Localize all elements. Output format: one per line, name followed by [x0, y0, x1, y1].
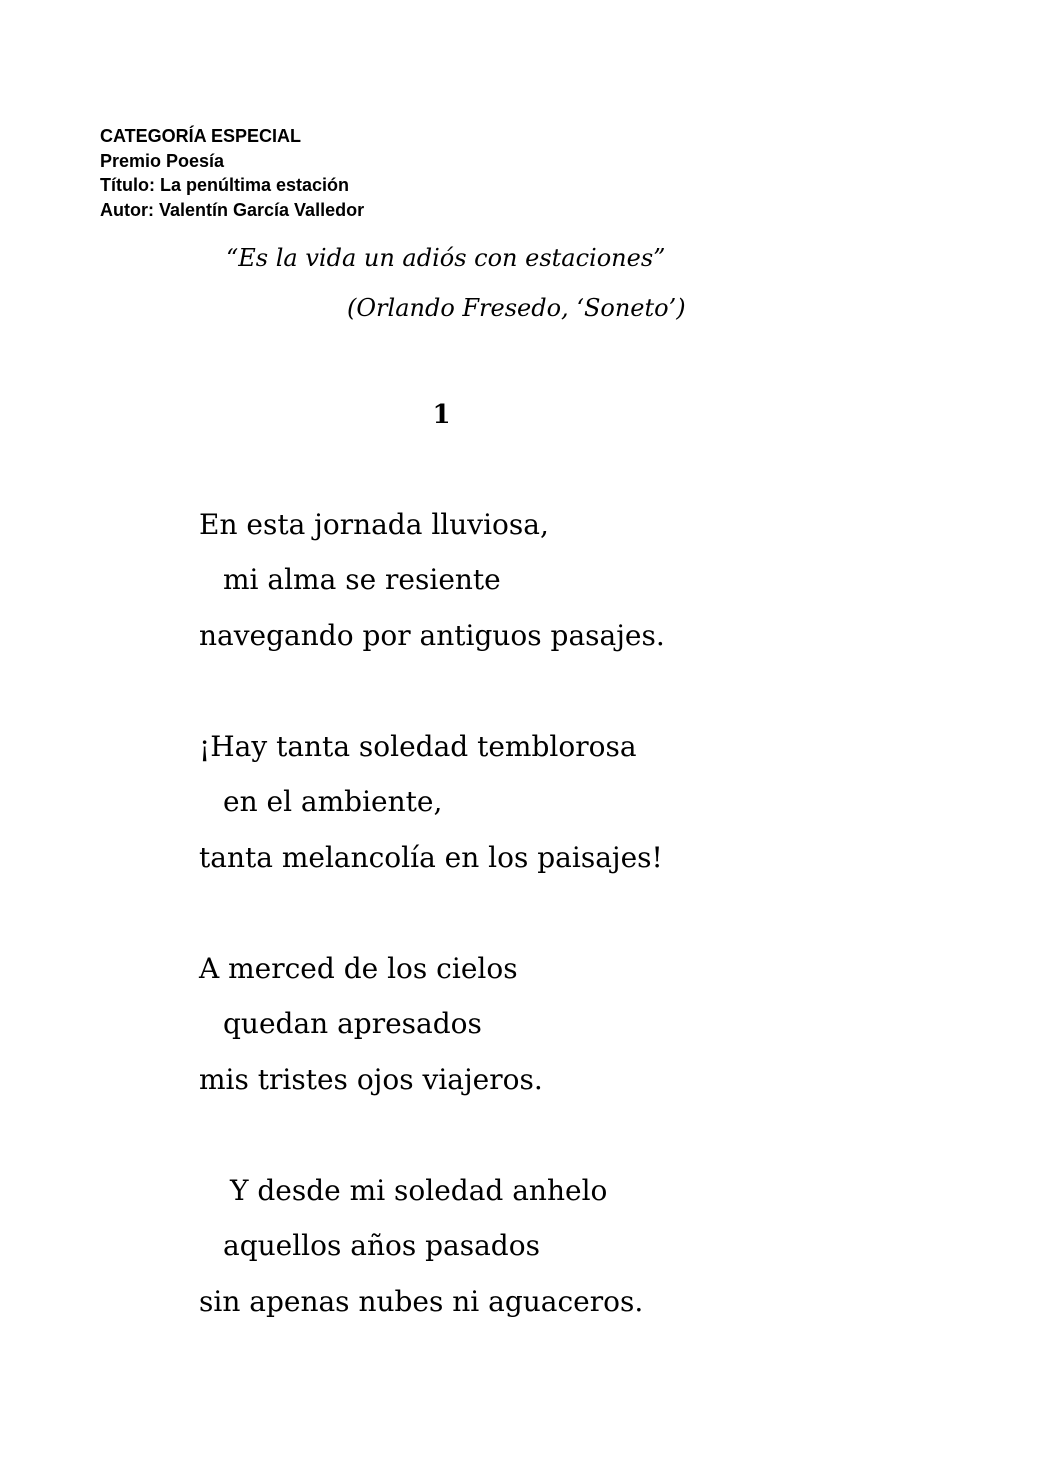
verse-line: A merced de los cielos — [199, 952, 518, 985]
verse-line: En esta jornada lluviosa, — [199, 508, 549, 541]
verse-line: en el ambiente, — [223, 785, 443, 818]
document-header — [100, 124, 364, 222]
verse-line: navegando por antiguos pasajes. — [199, 619, 665, 652]
verse-line: mis tristes ojos viajeros. — [199, 1063, 543, 1096]
poem-title: Título: La penúltima estación — [100, 175, 350, 195]
epigraph-quote: “Es la vida un adiós con estaciones” — [226, 244, 666, 272]
verse-line: Y desde mi soledad anhelo — [230, 1174, 608, 1207]
verse-line: aquellos años pasados — [223, 1229, 540, 1262]
verse-line: ¡Hay tanta soledad temblorosa — [199, 730, 637, 763]
verse-line: sin apenas nubes ni aguaceros. — [199, 1285, 644, 1318]
verse-line: tanta melancolía en los paisajes! — [199, 841, 663, 874]
award-label: Premio Poesía — [100, 150, 225, 171]
section-number: 1 — [432, 400, 451, 430]
poem-author: Autor: Valentín García Valledor — [100, 199, 365, 220]
category-label: CATEGORÍA ESPECIAL — [100, 126, 302, 146]
verse-line: quedan apresados — [223, 1007, 482, 1040]
verse-line: mi alma se resiente — [223, 563, 501, 596]
epigraph-source: (Orlando Fresedo, ‘Soneto’) — [347, 294, 686, 322]
